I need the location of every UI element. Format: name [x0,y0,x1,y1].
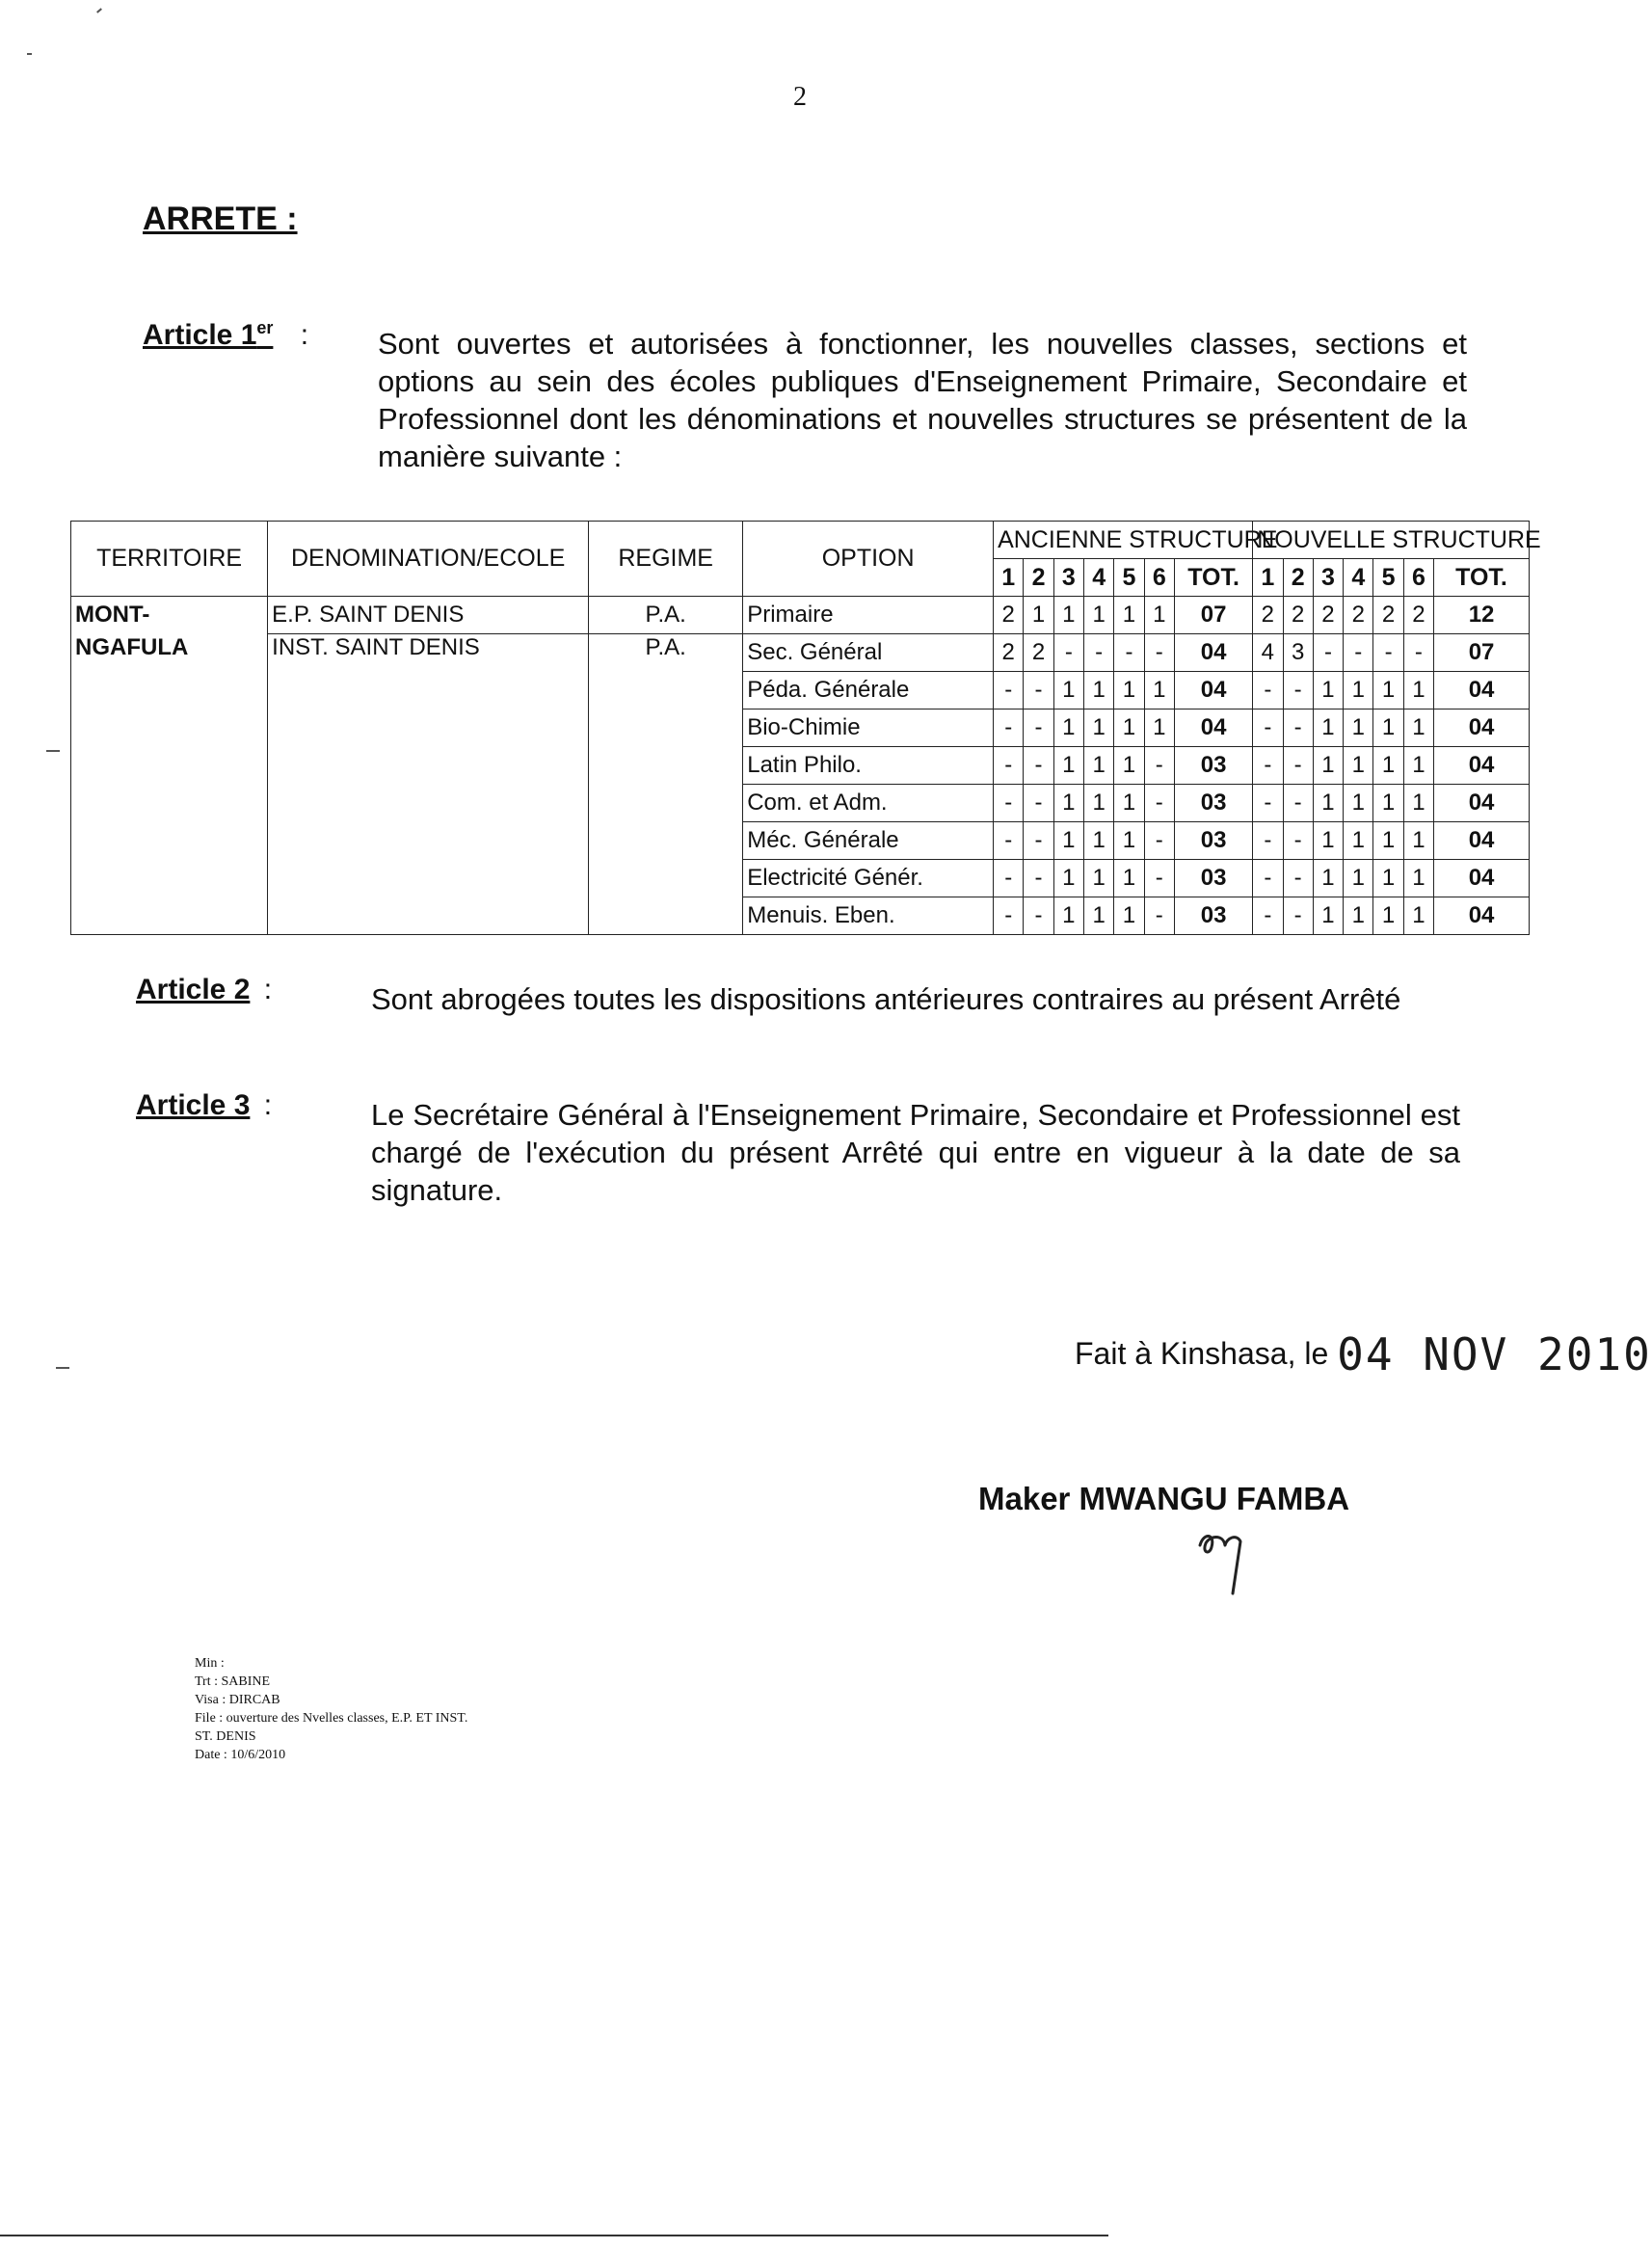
option-cell: Péda. Générale [743,672,994,710]
table-header-row [71,522,1530,559]
nouvelle-class-cell: 1 [1313,785,1343,822]
nouvelle-class-cell: 1 [1313,672,1343,710]
reference-line: Min : [195,1656,225,1671]
nouvelle-class-cell: - [1403,634,1433,672]
school-name-cell: E.P. SAINT DENIS [268,597,589,634]
scan-mark [56,1367,69,1369]
ancienne-class-cell: 1 [1053,710,1083,747]
nouvelle-class-cell: 1 [1344,822,1373,860]
ancienne-class-cell: 1 [1144,710,1174,747]
article-1-label-sup: er [256,318,274,337]
nouvelle-class-cell: - [1283,672,1313,710]
subheader-nouvelle-col: 6 [1403,559,1433,597]
nouvelle-class-cell: - [1373,634,1403,672]
option-cell: Primaire [743,597,994,634]
ancienne-class-cell: 1 [1114,785,1144,822]
reference-line: Visa : DIRCAB [195,1693,280,1707]
ancienne-class-cell: 1 [1053,785,1083,822]
reference-line: Date : 10/6/2010 [195,1748,286,1762]
ancienne-class-cell: 2 [994,634,1024,672]
nouvelle-class-cell: 2 [1403,597,1433,634]
ancienne-class-cell: - [1144,897,1174,935]
ancienne-total-cell: 03 [1174,747,1252,785]
ancienne-total-cell: 03 [1174,860,1252,897]
option-cell: Electricité Génér. [743,860,994,897]
ancienne-class-cell: - [1024,710,1053,747]
subheader-ancienne-col: 1 [994,559,1024,597]
header-denomination: DENOMINATION/ECOLE [268,522,589,597]
option-cell: Latin Philo. [743,747,994,785]
option-cell: Com. et Adm. [743,785,994,822]
subheader-nouvelle-col: 5 [1373,559,1403,597]
ancienne-class-cell: 1 [1114,897,1144,935]
ancienne-class-cell: 1 [1084,597,1114,634]
ancienne-class-cell: - [1024,672,1053,710]
reference-line: ST. DENIS [195,1729,256,1744]
subheader-ancienne-col: TOT. [1174,559,1252,597]
nouvelle-class-cell: - [1253,672,1283,710]
nouvelle-class-cell: 2 [1253,597,1283,634]
decree-heading: ARRETE : [143,201,298,237]
territoire-cell: MONT- [71,597,268,634]
nouvelle-class-cell: 1 [1403,822,1433,860]
option-cell: Méc. Générale [743,822,994,860]
table-row [71,634,1530,672]
scan-mark [96,8,102,13]
ancienne-class-cell: - [1144,634,1174,672]
ancienne-class-cell: - [1024,822,1053,860]
article-3-label-text: Article 3 [136,1089,251,1121]
ancienne-class-cell: - [1144,785,1174,822]
nouvelle-total-cell: 04 [1434,785,1530,822]
signatory-name: Maker MWANGU FAMBA [978,1481,1350,1516]
nouvelle-class-cell: 1 [1344,710,1373,747]
ancienne-class-cell: 1 [1053,597,1083,634]
article-2-label-sep: : [255,974,273,1005]
ancienne-class-cell: 1 [1053,822,1083,860]
nouvelle-class-cell: 3 [1283,634,1313,672]
nouvelle-class-cell: - [1283,747,1313,785]
territoire-cell: NGAFULA [71,634,268,935]
date-prefix: Fait à Kinshasa, le [1075,1336,1329,1371]
bottom-scan-edge [0,2235,1108,2236]
ancienne-class-cell: - [1144,747,1174,785]
ancienne-class-cell: - [1053,634,1083,672]
nouvelle-class-cell: 1 [1373,710,1403,747]
ancienne-class-cell: 1 [1084,785,1114,822]
ancienne-class-cell: 1 [1084,710,1114,747]
subheader-ancienne-col: 2 [1024,559,1053,597]
subheader-ancienne-col: 4 [1084,559,1114,597]
article-1-paragraph: Sont ouvertes et autorisées à fonctionner, les nouvelles classes, sections et options au sein des écoles publiques d'Enseignement Primaire, Secondaire et Professionnel dont les dénominations et nouvelles structures se présentent de la manière suivante : [378,327,1467,473]
subheader-nouvelle-col: 3 [1313,559,1343,597]
article-1-label [143,318,308,352]
option-cell: Menuis. Eben. [743,897,994,935]
page-number: 2 [793,82,807,112]
subheader-nouvelle-col: 1 [1253,559,1283,597]
header-regime: REGIME [589,522,743,597]
ancienne-class-cell: - [994,785,1024,822]
ancienne-class-cell: 1 [1084,672,1114,710]
ancienne-class-cell: - [1024,897,1053,935]
nouvelle-class-cell: 1 [1373,672,1403,710]
ancienne-class-cell: - [994,672,1024,710]
nouvelle-class-cell: 1 [1403,672,1433,710]
nouvelle-class-cell: 1 [1373,822,1403,860]
nouvelle-class-cell: 2 [1283,597,1313,634]
ancienne-class-cell: 2 [1024,634,1053,672]
scan-mark [46,750,60,752]
ancienne-class-cell: - [1024,860,1053,897]
nouvelle-class-cell: - [1283,822,1313,860]
article-2-label [136,974,272,1006]
table-body [71,597,1530,935]
file-references [195,1654,467,1764]
nouvelle-class-cell: - [1253,822,1283,860]
ancienne-class-cell: - [994,747,1024,785]
ancienne-class-cell: - [1024,785,1053,822]
ancienne-class-cell: 1 [1084,747,1114,785]
nouvelle-total-cell: 04 [1434,747,1530,785]
nouvelle-class-cell: - [1283,710,1313,747]
nouvelle-class-cell: 1 [1344,747,1373,785]
nouvelle-class-cell: 1 [1344,672,1373,710]
nouvelle-class-cell: 1 [1373,785,1403,822]
ancienne-total-cell: 03 [1174,822,1252,860]
nouvelle-class-cell: 1 [1403,785,1433,822]
ancienne-class-cell: 1 [1114,672,1144,710]
ancienne-class-cell: - [994,860,1024,897]
nouvelle-total-cell: 04 [1434,897,1530,935]
nouvelle-total-cell: 04 [1434,672,1530,710]
table-row [71,597,1530,634]
scan-mark [27,53,32,55]
nouvelle-class-cell: 1 [1344,785,1373,822]
ancienne-class-cell: 1 [1053,747,1083,785]
nouvelle-class-cell: - [1253,747,1283,785]
ancienne-class-cell: 2 [994,597,1024,634]
header-option: OPTION [743,522,994,597]
ancienne-class-cell: 1 [1084,822,1114,860]
option-cell: Sec. Général [743,634,994,672]
nouvelle-class-cell: 1 [1313,860,1343,897]
ancienne-class-cell: - [994,897,1024,935]
structure-table [70,521,1541,935]
date-line [1075,1328,1652,1380]
article-2-text [371,980,1460,1018]
ancienne-class-cell: 1 [1024,597,1053,634]
ancienne-class-cell: - [1114,634,1144,672]
nouvelle-class-cell: - [1253,710,1283,747]
ancienne-total-cell: 07 [1174,597,1252,634]
nouvelle-class-cell: - [1283,785,1313,822]
ancienne-class-cell: - [1024,747,1053,785]
ancienne-class-cell: 1 [1053,672,1083,710]
article-3-text [371,1096,1460,1209]
nouvelle-class-cell: 1 [1313,747,1343,785]
nouvelle-class-cell: 1 [1403,747,1433,785]
ancienne-class-cell: - [994,710,1024,747]
nouvelle-class-cell: 1 [1373,897,1403,935]
ancienne-class-cell: 1 [1144,672,1174,710]
article-3-label-sep: : [255,1089,273,1121]
ancienne-class-cell: 1 [1084,860,1114,897]
header-territoire: TERRITOIRE [71,522,268,597]
ancienne-total-cell: 04 [1174,710,1252,747]
ancienne-class-cell: 1 [1053,897,1083,935]
nouvelle-class-cell: 1 [1344,860,1373,897]
ancienne-class-cell: 1 [1114,597,1144,634]
reference-line: File : ouverture des Nvelles classes, E.P. ET INST. [195,1711,468,1726]
ancienne-class-cell: - [1144,860,1174,897]
subheader-nouvelle-col: TOT. [1434,559,1530,597]
ancienne-total-cell: 03 [1174,897,1252,935]
option-cell: Bio-Chimie [743,710,994,747]
subheader-ancienne-col: 5 [1114,559,1144,597]
nouvelle-class-cell: 2 [1373,597,1403,634]
nouvelle-class-cell: - [1283,897,1313,935]
nouvelle-total-cell: 04 [1434,710,1530,747]
regime-cell: P.A. [589,634,743,935]
nouvelle-class-cell: - [1253,897,1283,935]
ancienne-class-cell: - [1144,822,1174,860]
nouvelle-class-cell: - [1313,634,1343,672]
nouvelle-total-cell: 04 [1434,860,1530,897]
ancienne-class-cell: - [1084,634,1114,672]
nouvelle-class-cell: - [1283,860,1313,897]
ancienne-class-cell: 1 [1114,710,1144,747]
ancienne-class-cell: 1 [1114,860,1144,897]
regime-cell: P.A. [589,597,743,634]
ancienne-class-cell: 1 [1114,747,1144,785]
nouvelle-class-cell: - [1253,785,1283,822]
subheader-nouvelle-col: 4 [1344,559,1373,597]
subheader-ancienne-col: 6 [1144,559,1174,597]
ancienne-total-cell: 03 [1174,785,1252,822]
article-2-label-text: Article 2 [136,974,251,1005]
article-1-text [378,325,1467,475]
nouvelle-class-cell: 1 [1313,710,1343,747]
date-stamp: 04 NOV 2010 [1337,1328,1652,1380]
school-name-cell: INST. SAINT DENIS [268,634,589,935]
subheader-nouvelle-col: 2 [1283,559,1313,597]
ancienne-class-cell: 1 [1144,597,1174,634]
nouvelle-class-cell: 1 [1373,747,1403,785]
nouvelle-class-cell: 2 [1344,597,1373,634]
nouvelle-class-cell: 1 [1313,897,1343,935]
article-1-label-sep: : [292,319,309,351]
article-3-label [136,1089,272,1122]
header-ancienne-structure: ANCIENNE STRUCTURE [994,522,1253,559]
reference-line: Trt : SABINE [195,1674,271,1689]
ancienne-total-cell: 04 [1174,634,1252,672]
ancienne-class-cell: 1 [1084,897,1114,935]
nouvelle-total-cell: 04 [1434,822,1530,860]
article-3-paragraph: Le Secrétaire Général à l'Enseignement Primaire, Secondaire et Professionnel est chargé de l'exécution du présent Arrêté qui entre en vigueur à la date de sa signature. [371,1098,1460,1207]
ancienne-total-cell: 04 [1174,672,1252,710]
article-1-label-text: Article 1 [143,319,257,351]
nouvelle-class-cell: 1 [1403,710,1433,747]
nouvelle-class-cell: 4 [1253,634,1283,672]
nouvelle-class-cell: - [1344,634,1373,672]
nouvelle-class-cell: 1 [1403,860,1433,897]
nouvelle-class-cell: 1 [1403,897,1433,935]
nouvelle-total-cell: 07 [1434,634,1530,672]
header-nouvelle-structure: NOUVELLE STRUCTURE [1253,522,1530,559]
nouvelle-total-cell: 12 [1434,597,1530,634]
nouvelle-class-cell: 1 [1313,822,1343,860]
article-2-paragraph: Sont abrogées toutes les dispositions antérieures contraires au présent Arrêté [371,982,1401,1016]
nouvelle-class-cell: 1 [1373,860,1403,897]
handwritten-signature [1190,1518,1258,1595]
ancienne-class-cell: - [994,822,1024,860]
nouvelle-class-cell: 1 [1344,897,1373,935]
ancienne-class-cell: 1 [1114,822,1144,860]
ancienne-class-cell: 1 [1053,860,1083,897]
nouvelle-class-cell: 2 [1313,597,1343,634]
nouvelle-class-cell: - [1253,860,1283,897]
subheader-ancienne-col: 3 [1053,559,1083,597]
